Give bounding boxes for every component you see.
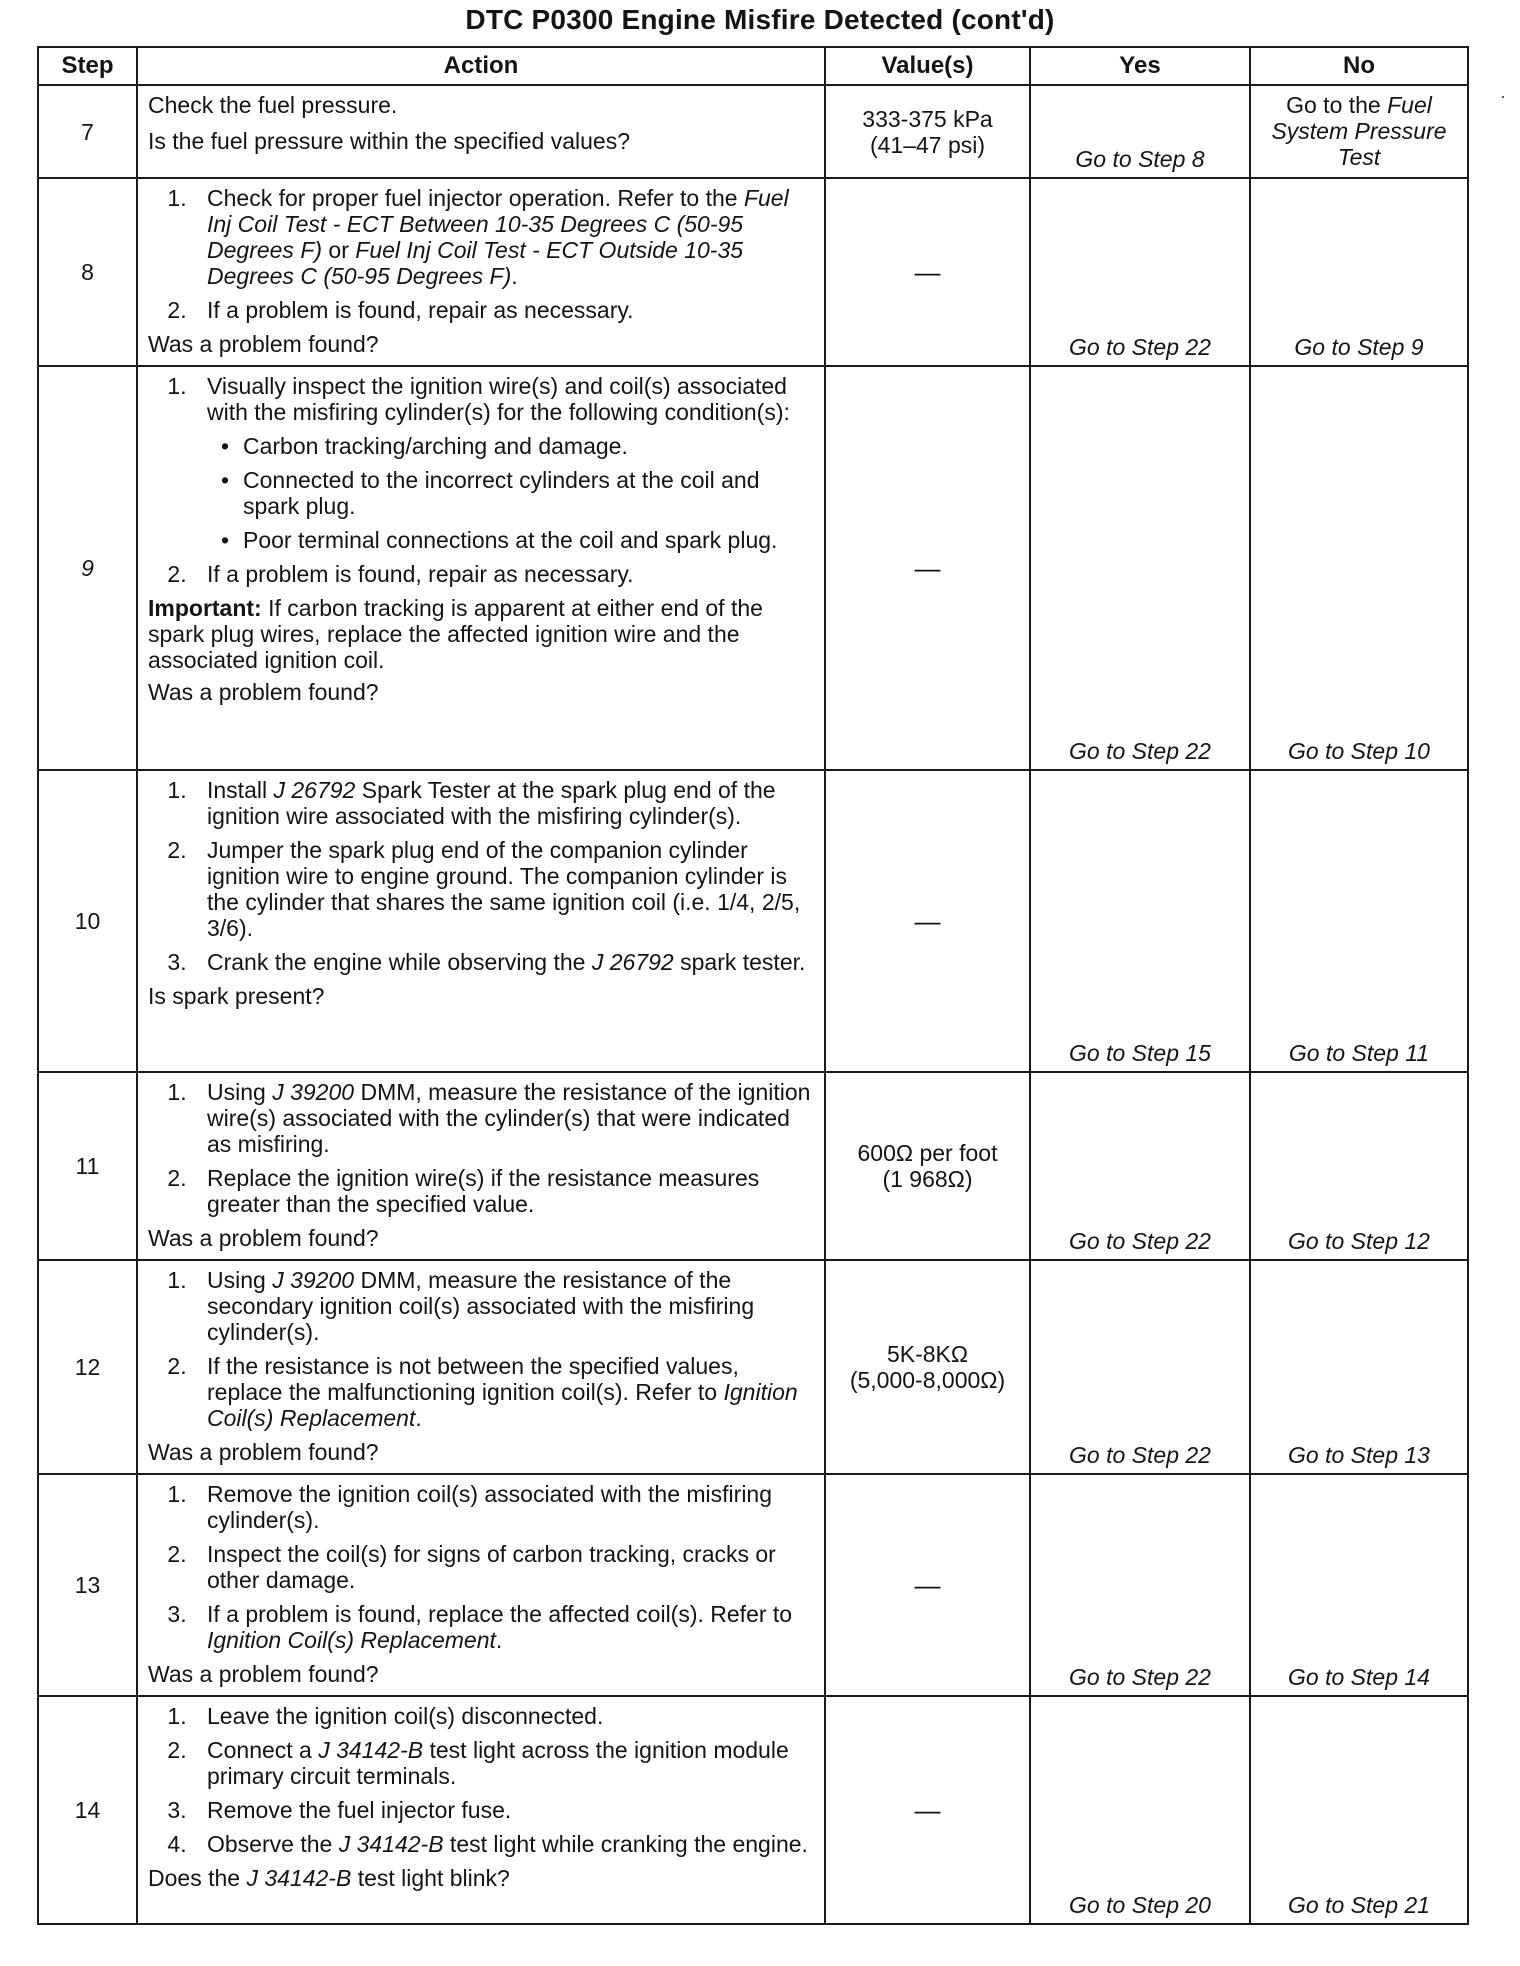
action-list-item [193, 777, 814, 829]
action-question: Was a problem found? [148, 331, 379, 357]
important-text: If carbon tracking is apparent at either end of the spark plug wires, replace the affected ignition wire and the associated ignition coil. [148, 595, 763, 673]
step-action [137, 1072, 825, 1260]
tool-reference: J 34142-B [338, 1831, 444, 1857]
condition-bullet-list [207, 433, 814, 553]
step-number: 7 [38, 85, 137, 178]
step-action [137, 366, 825, 770]
action-text: Check for proper fuel injector operation. Refer to the [207, 185, 744, 211]
no-outcome: Go to Step 10 [1250, 366, 1468, 770]
action-question: Is the fuel pressure within the specified values? [148, 128, 630, 154]
no-value-dash: — [914, 1569, 941, 1600]
action-list-item: 2. Replace the ignition wire(s) if the resistance measures greater than the specified value. [193, 1165, 814, 1217]
step-action [137, 770, 825, 1072]
table-row-step-9 [38, 366, 1468, 770]
yes-outcome: Go to Step 8 [1030, 85, 1250, 178]
step-action [137, 1260, 825, 1474]
condition-bullet: • Carbon tracking/arching and damage. [219, 433, 814, 459]
important-note [148, 595, 814, 673]
step-number: 9 [38, 366, 137, 770]
action-text: Spark Tester at the spark plug end of the ignition wire associated with the misfiring cylinder(s). [207, 777, 776, 829]
action-list-item: 2. Jumper the spark plug end of the companion cylinder ignition wire to engine ground. The companion cylinder is the cylinder that shares the same ignition coil (i.e. 1/4, 2/5, 3/6). [193, 837, 814, 941]
action-instruction: Check the fuel pressure. [148, 92, 398, 118]
action-text: Does the [148, 1865, 247, 1891]
value-line: 333-375 kPa [862, 105, 993, 132]
no-outcome: Go to Step 11 [1250, 770, 1468, 1072]
table-header-row [38, 47, 1468, 85]
table-row-step-7 [38, 85, 1468, 178]
fuel-inj-coil-test-outside-reference: Fuel Inj Coil Test - ECT Outside 10-35 Degrees C (50-95 Degrees F) [207, 237, 744, 289]
table-row-step-12 [38, 1260, 1468, 1474]
action-question: Was a problem found? [148, 1225, 379, 1251]
action-text: . [511, 263, 518, 289]
step-action [137, 178, 825, 366]
no-outcome: Go to Step 21 [1250, 1696, 1468, 1924]
action-text: DMM, measure the resistance of the ignition wire(s) associated with the cylinder(s) that were indicated as misfiring. [207, 1079, 811, 1157]
fuel-inj-coil-test-between-reference: Fuel Inj Coil Test - ECT Between 10-35 Degrees C (50-95 Degrees F) [207, 185, 789, 263]
step-number: 14 [38, 1696, 137, 1924]
step-number: 13 [38, 1474, 137, 1696]
action-text: test light while cranking the engine. [443, 1831, 808, 1857]
action-question [148, 1865, 814, 1891]
action-question: Was a problem found? [148, 1661, 379, 1687]
yes-outcome: Go to Step 22 [1030, 1072, 1250, 1260]
column-header-action: Action [137, 47, 825, 85]
action-list-item [193, 949, 814, 975]
table-row-step-11 [38, 1072, 1468, 1260]
tool-reference: J 39200 [272, 1079, 355, 1105]
column-header-no: No [1250, 47, 1468, 85]
tool-reference: J 34142-B [246, 1865, 352, 1891]
ignition-coil-replacement-reference: Ignition Coil(s) Replacement [207, 1627, 496, 1653]
no-value-dash: — [914, 905, 941, 936]
action-text: spark tester. [673, 949, 806, 975]
tool-reference: J 26792 [591, 949, 674, 975]
value-line: (5,000-8,000Ω) [849, 1367, 1006, 1393]
action-text: Install [207, 777, 274, 803]
condition-bullet: • Connected to the incorrect cylinders at the coil and spark plug. [219, 467, 814, 519]
action-list-item: 2. If a problem is found, repair as necessary. [193, 561, 814, 587]
tool-reference: J 34142-B [318, 1737, 424, 1763]
action-list-item: 2. If a problem is found, repair as necessary. [193, 297, 814, 323]
step-action [137, 1696, 825, 1924]
action-list-item: 2. Inspect the coil(s) for signs of carbon tracking, cracks or other damage. [193, 1541, 814, 1593]
step-value [825, 1696, 1030, 1924]
action-text: Using [207, 1267, 273, 1293]
value-line: (1 968Ω) [882, 1166, 973, 1192]
action-question: Was a problem found? [148, 679, 379, 705]
step-action [137, 85, 825, 178]
step-value [825, 1072, 1030, 1260]
column-header-values: Value(s) [825, 47, 1030, 85]
yes-outcome: Go to Step 22 [1030, 366, 1250, 770]
action-text: . [495, 1627, 503, 1653]
action-list-item [193, 1737, 814, 1789]
action-text: If the resistance is not between the specified values, replace the malfunctioning ignition coil(s). Refer to [207, 1353, 739, 1405]
action-step-list [148, 1481, 814, 1653]
no-outcome: Go to Step 12 [1250, 1072, 1468, 1260]
yes-outcome: Go to Step 15 [1030, 770, 1250, 1072]
no-outcome [1250, 85, 1468, 178]
value-line: (41–47 psi) [869, 131, 986, 158]
yes-outcome: Go to Step 22 [1030, 1474, 1250, 1696]
action-step-list [148, 1079, 814, 1217]
step-value [825, 770, 1030, 1072]
action-step-list [148, 777, 814, 975]
action-step-list [148, 1267, 814, 1431]
no-value-dash: — [914, 256, 941, 287]
action-text: test light across the ignition module primary circuit terminals. [207, 1737, 789, 1789]
yes-outcome: Go to Step 20 [1030, 1696, 1250, 1924]
tool-reference: J 26792 [273, 777, 356, 803]
action-text: . [415, 1405, 422, 1431]
action-question: Was a problem found? [148, 1439, 379, 1465]
fuel-system-pressure-test-reference: Fuel System Pressure Test [1271, 92, 1447, 170]
action-text: test light blink? [351, 1865, 510, 1891]
action-list-item [193, 1353, 814, 1431]
action-step-list [148, 185, 814, 323]
action-list-item [193, 185, 814, 289]
step-value [825, 1260, 1030, 1474]
step-number: 11 [38, 1072, 137, 1260]
action-text: Connect a [207, 1737, 319, 1763]
yes-outcome: Go to Step 22 [1030, 178, 1250, 366]
action-text: or [322, 237, 356, 263]
action-text: If a problem is found, replace the affected coil(s). Refer to [207, 1601, 793, 1627]
no-outcome: Go to Step 9 [1250, 178, 1468, 366]
column-header-step: Step [38, 47, 137, 85]
no-value-dash: — [914, 552, 941, 583]
action-question: Is spark present? [148, 983, 325, 1009]
table-row-step-13 [38, 1474, 1468, 1696]
action-step-list [148, 1703, 814, 1857]
value-line: 600Ω per foot [857, 1140, 998, 1166]
action-list-item [193, 1831, 814, 1857]
action-list-item: 3. Remove the fuel injector fuse. [193, 1797, 814, 1823]
action-text: Using [207, 1079, 273, 1105]
step-number: 8 [38, 178, 137, 366]
action-list-item [193, 373, 814, 553]
table-row-step-14 [38, 1696, 1468, 1924]
page-title: DTC P0300 Engine Misfire Detected (cont'd) [465, 4, 1055, 35]
action-list-item: 1. Remove the ignition coil(s) associated with the misfiring cylinder(s). [193, 1481, 814, 1533]
column-header-yes: Yes [1030, 47, 1250, 85]
action-list-item: 1. Leave the ignition coil(s) disconnected. [193, 1703, 814, 1729]
table-row-step-8 [38, 178, 1468, 366]
action-text: Visually inspect the ignition wire(s) and coil(s) associated with the misfiring cylinder(s) for the following condition(s): [207, 373, 790, 425]
step-value [825, 366, 1030, 770]
no-outcome: Go to Step 14 [1250, 1474, 1468, 1696]
step-value [825, 85, 1030, 178]
dtc-procedure-table [37, 46, 1469, 1925]
table-row-step-10 [38, 770, 1468, 1072]
important-label: Important: [148, 595, 262, 621]
tool-reference: J 39200 [272, 1267, 355, 1293]
action-text: DMM, measure the resistance of the secondary ignition coil(s) associated with the misfiring cylinder(s). [207, 1267, 755, 1345]
action-list-item [193, 1267, 814, 1345]
no-outcome-prefix: Go to the [1286, 92, 1388, 118]
no-outcome: Go to Step 13 [1250, 1260, 1468, 1474]
no-value-dash: — [914, 1794, 941, 1825]
action-list-item [193, 1079, 814, 1157]
step-value [825, 178, 1030, 366]
step-action [137, 1474, 825, 1696]
step-number: 10 [38, 770, 137, 1072]
action-step-list [148, 373, 814, 587]
action-list-item [193, 1601, 814, 1653]
value-line: 5K-8KΩ [886, 1341, 969, 1367]
ignition-coil-replacement-reference: Ignition Coil(s) Replacement [207, 1379, 798, 1431]
step-value [825, 1474, 1030, 1696]
step-number: 12 [38, 1260, 137, 1474]
condition-bullet: • Poor terminal connections at the coil and spark plug. [219, 527, 814, 553]
action-text: Observe the [207, 1831, 339, 1857]
yes-outcome: Go to Step 22 [1030, 1260, 1250, 1474]
action-text: Crank the engine while observing the [207, 949, 592, 975]
scan-speck [1502, 96, 1504, 98]
